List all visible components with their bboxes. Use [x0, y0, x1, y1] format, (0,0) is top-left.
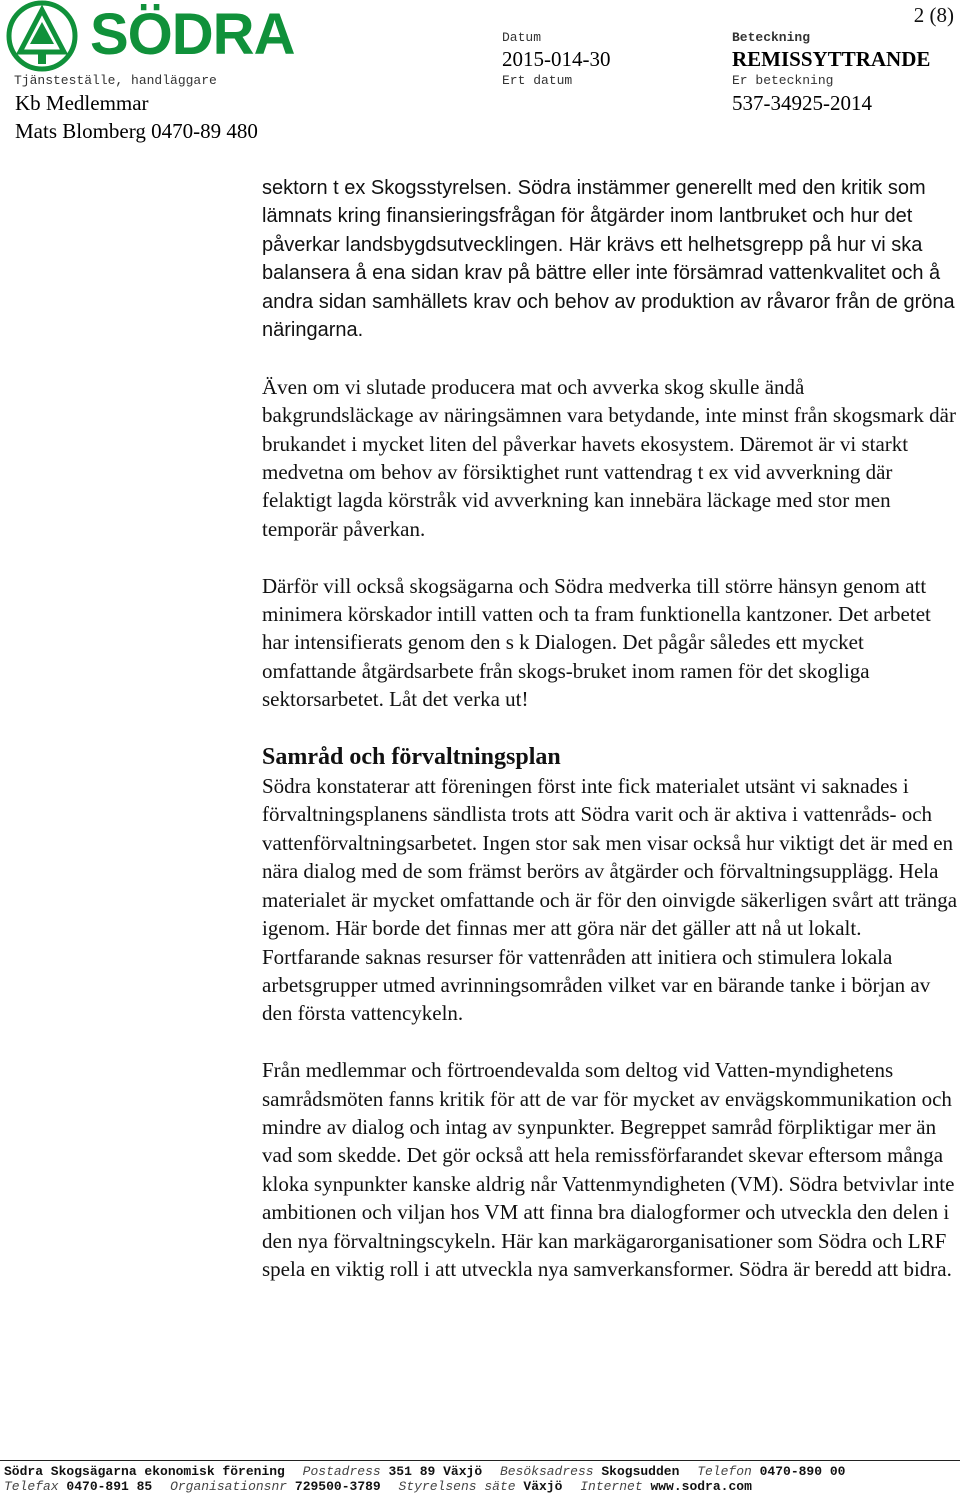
page-number: 2 (8): [913, 3, 954, 27]
footer-seat-label: Styrelsens säte: [398, 1479, 516, 1494]
paragraph: sektorn t ex Skogsstyrelsen. Södra instämmer generellt med den kritik som lämnats kring finansieringsfrågan för åtgärder inom lantbruket och hur det påverkar landsbygdsutvecklingen. Här krävs ett helhetsgrepp på hur vi ska balansera å ena sidan krav på bättre eller inte försämrad vattenkvalitet och å andra sidan samhällets krav och behov av produktion av råvaror från de gröna näringarna.: [262, 177, 955, 342]
their-date-label: Ert datum: [502, 73, 573, 88]
footer-orgnr-label: Organisationsnr: [170, 1479, 288, 1494]
footer-fax-label: Telefax: [4, 1479, 59, 1494]
tree-emblem-icon: [4, 0, 84, 72]
sodra-logo: [4, 0, 320, 72]
designation-label: Beteckning: [732, 30, 811, 45]
brand-wordmark: SÖDRA: [90, 2, 295, 67]
their-designation-value: 537-34925-2014: [732, 91, 872, 115]
handler-label: Tjänsteställe, handläggare: [14, 73, 217, 88]
paragraph: Från medlemmar och förtroendevalda som deltog vid Vatten-myndighetens samrådsmöten fanns kritik för att de var för mycket av envägskommunikation och mindre av dialog och intag av synpunkter. Begreppet samråd förpliktigar mer än vad som skedde. Det gör också att hela remissförfarandet skevar eftersom många kloka synpunkter kanske aldrig når Vattenmyndigheten (VM). Södra betvivlar inte ambitionen och viljan hos VM att finna bra dialogformer och utveckla den delen i den nya förvaltningscykeln. Här kan markägarorganisationer som Södra och LRF spela en viktig roll i att utveckla nya samverkansformer. Södra är beredd att bidra.: [262, 1058, 955, 1281]
date-value: 2015-014-30: [502, 47, 611, 71]
paragraph: Även om vi slutade producera mat och avverka skog skulle ändå bakgrundsläckage av näringsämnen vara betydande, inte minst från skogsmark där brukandet i mycket liten del påverkar havets ekosystem. Däremot är vi starkt medvetna om behov av försiktighet runt vattendrag t ex vid avverkning där felaktigt lagda körstråk vid avverkning kan innebära läckage med stor men temporär påverkan.: [262, 374, 956, 541]
footer-web-link[interactable]: www.sodra.com: [650, 1479, 752, 1494]
paragraph: Därför vill också skogsägarna och Södra medverka till större hänsyn genom att minimera körskador intill vatten och ta fram funktionella kantzoner. Det arbetet har intensifierats genom den s k Dialogen. Det pågår således ett mycket omfattande åtgärdsarbete från skogs-bruket inom ramen för det skogliga sektorsarbetet. Låt det verka ut!: [262, 573, 931, 712]
footer-divider: [0, 1460, 960, 1461]
footer-phone-label: Telefon: [697, 1464, 752, 1479]
paragraph: Södra konstaterar att föreningen först inte fick materialet utsänt vi saknades i förvaltningsplanens sändlista trots att Södra varit och är aktiva i vattenråds- och vattenförvaltningsarbetet. Ingen stor sak men visar också hur viktigt det är med en nära dialog med de som främst berörs av åtgärder och förvaltningsupplägg. Hela materialet är mycket omfattande och är för den oinvigde säkerligen svårt att tränga igenom. Här borde det finnas mer att göra när det gäller att nå ut lokalt. Fortfarande saknas resurser för vattenråden att initiera och stimulera lokala arbetsgrupper utmed avrinningsområden vilket var en bärande tanke i början av den första vattencykeln.: [262, 774, 958, 1026]
date-label: Datum: [502, 30, 542, 45]
footer-web-label: Internet: [580, 1479, 643, 1494]
designation-value: REMISSYTTRANDE: [732, 47, 931, 71]
footer-postal-label: Postadress: [302, 1464, 381, 1479]
footer-orgnr-value: 729500-3789: [294, 1479, 381, 1494]
footer-org: Södra Skogsägarna ekonomisk förening: [4, 1464, 285, 1479]
document-body: [262, 174, 958, 1283]
footer-visit-value: Skogsudden: [601, 1464, 680, 1479]
footer-postal-value: 351 89 Växjö: [388, 1464, 483, 1479]
footer-seat-value: Växjö: [523, 1479, 563, 1494]
footer-line-1: [4, 1464, 845, 1479]
handler-contact: Mats Blomberg 0470-89 480: [15, 119, 258, 143]
footer-visit-label: Besöksadress: [499, 1464, 594, 1479]
their-designation-label: Er beteckning: [732, 73, 834, 88]
footer-phone-value: 0470-890 00: [759, 1464, 846, 1479]
footer-fax-value: 0470-891 85: [66, 1479, 153, 1494]
handler-unit: Kb Medlemmar: [15, 91, 149, 115]
section-heading: Samråd och förvaltningsplan: [262, 744, 561, 771]
footer-line-2: [4, 1479, 752, 1494]
